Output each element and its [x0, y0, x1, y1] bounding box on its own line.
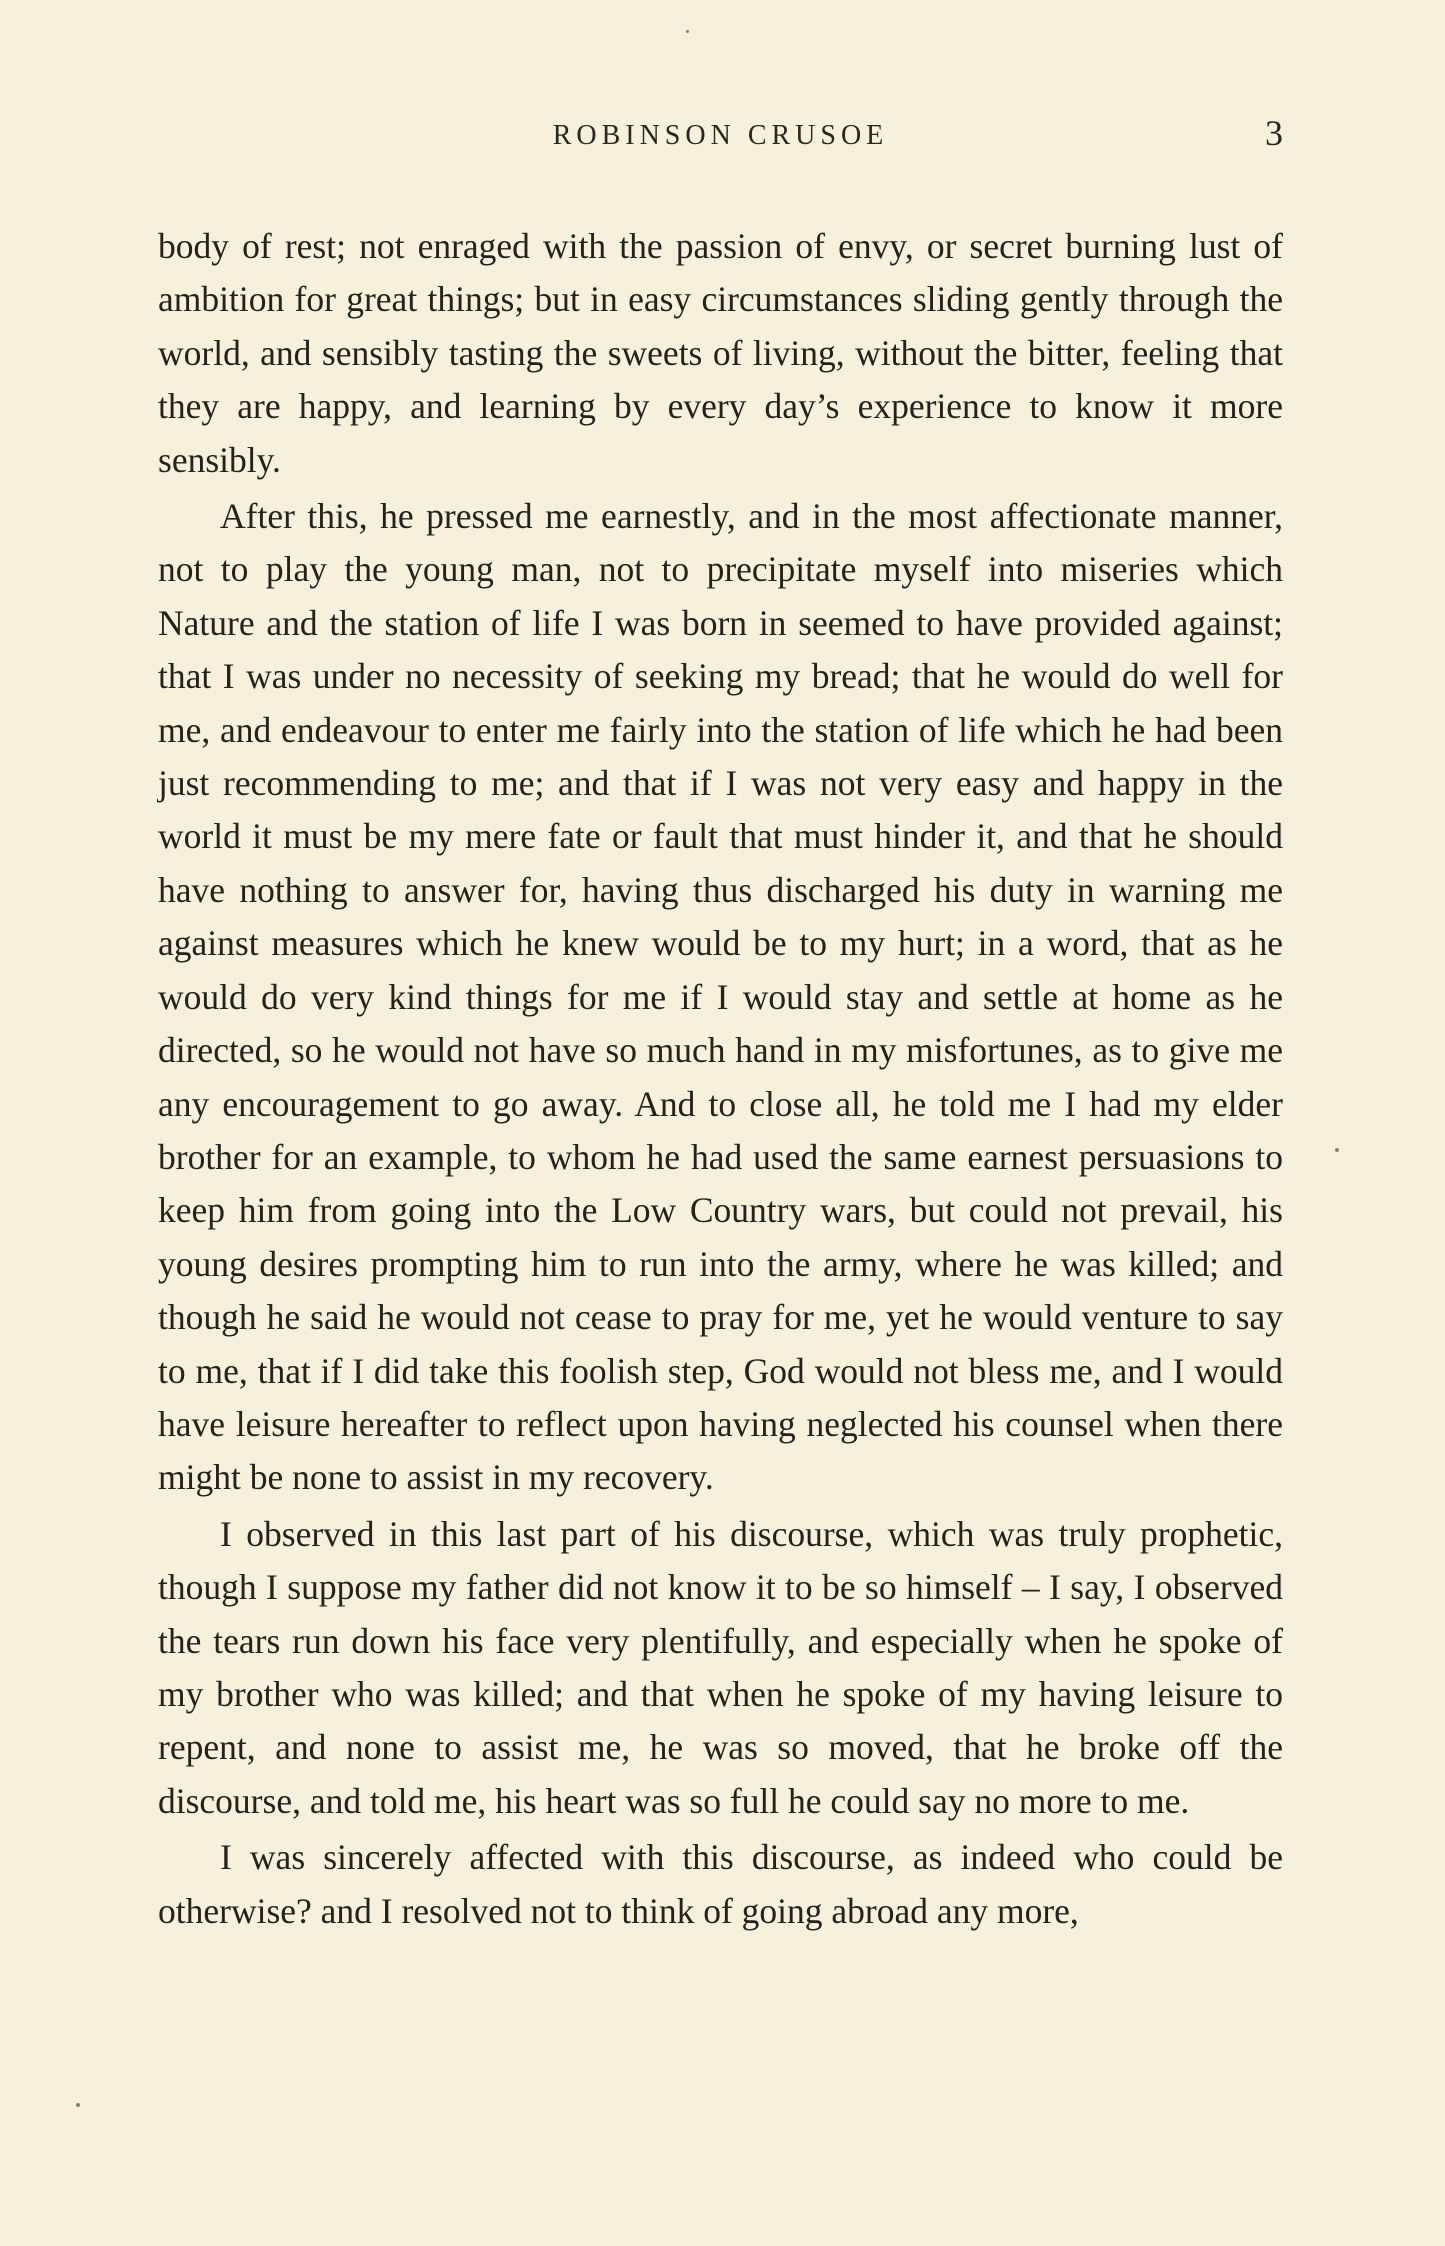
- paragraph: I observed in this last part of his discourse, which was truly prophetic, though I suppose my father did not know it to be so himself – I say, I observed the tears run down his face very plentifully, and especially when he spoke of my brother who was killed; and that when he spoke of my having leisure to repent, and none to assist me, he was so moved, that he broke off the discourse, and told me, his heart was so full he could say no more to me.: [158, 1513, 1283, 1821]
- page-number: 3: [1265, 113, 1283, 153]
- running-title: ROBINSON CRUSOE: [552, 120, 889, 151]
- paragraph: I was sincerely affected with this discourse, as indeed who could be otherwise? and I resolved not to think of going abroad any more,: [158, 1837, 1283, 1931]
- paper-speck: [1335, 1148, 1339, 1152]
- paragraph-continued: body of rest; not enraged with the passion of envy, or secret burning lust of ambition for great things; but in easy circumstances sliding gently through the world, and sensibly tasting the sweets of living, without the bitter, feeling that they are happy, and learning by every day’s experience to know it more sensibly.: [158, 226, 1283, 480]
- running-header: [158, 112, 1283, 162]
- body-text: [158, 220, 1283, 1938]
- paragraph: After this, he pressed me earnestly, and in the most affectionate manner, not to play the young man, not to precipitate myself into miseries which Nature and the station of life I was born in seemed to have provided against; that I was under no necessity of seeking my bread; that he would do well for me, and endeavour to enter me fairly into the station of life which he had been just recommending to me; and that if I was not very easy and happy in the world it must be my mere fate or fault that must hinder it, and that he should have nothing to answer for, having thus discharged his duty in warning me against measures which he knew would be to my hurt; in a word, that as he would do very kind things for me if I would stay and settle at home as he directed, so he would not have so much hand in my misfortunes, as to give me any encouragement to go away. And to close all, he told me I had my elder brother for an example, to whom he had used the same earnest persuasions to keep him from going into the Low Country wars, but could not prevail, his young desires prompting him to run into the army, where he was killed; and though he said he would not cease to pray for me, yet he would venture to say to me, that if I did take this foolish step, God would not bless me, and I would have leisure hereafter to reflect upon having neglected his counsel when there might be none to assist in my recovery.: [158, 496, 1283, 1498]
- paper-speck: [76, 2103, 80, 2107]
- paper-speck: [686, 30, 689, 33]
